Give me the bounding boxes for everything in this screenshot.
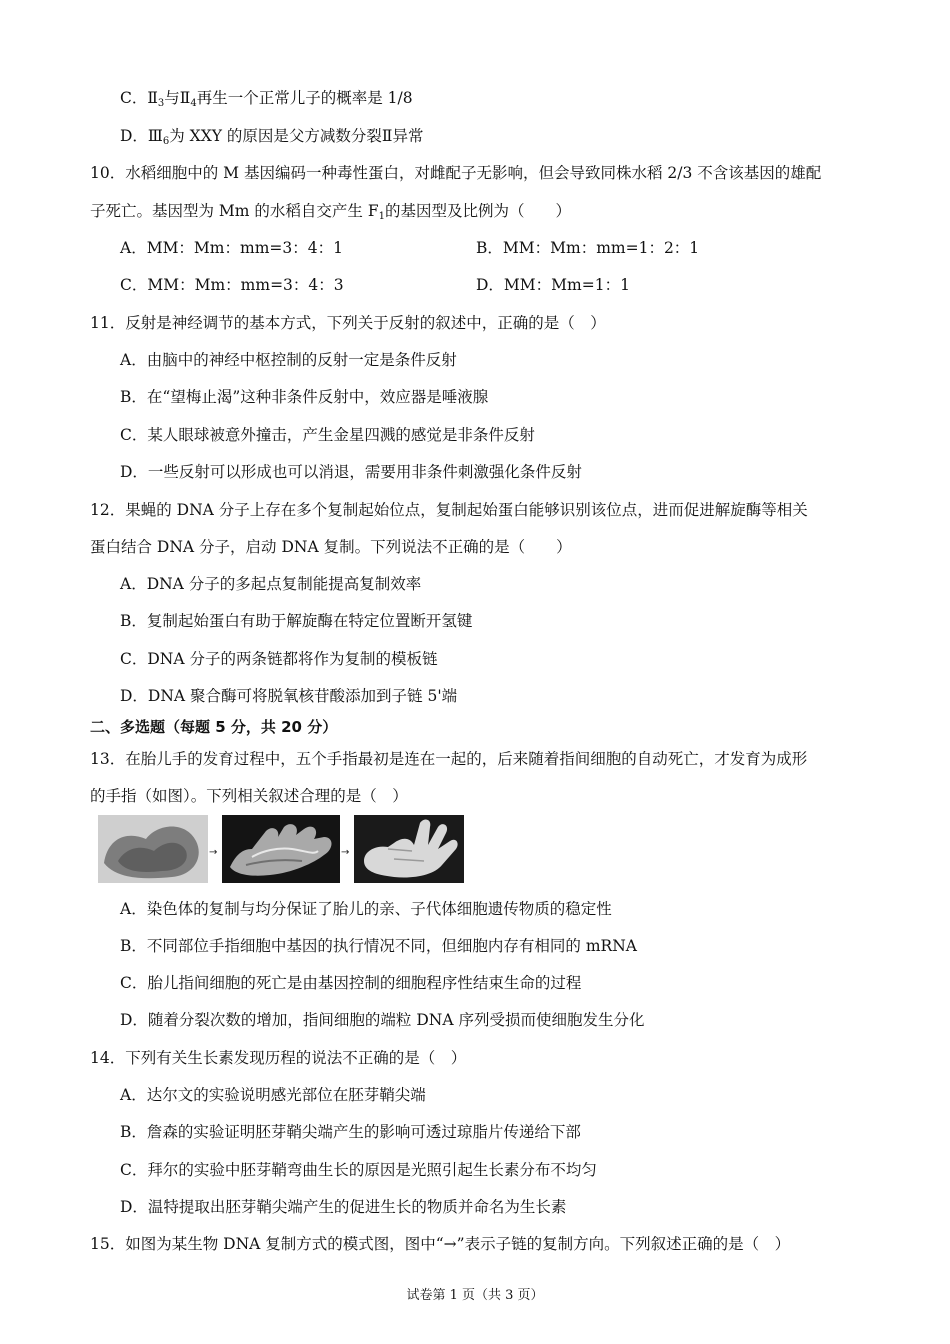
q10-stem-line-1: 10．水稻细胞中的 M 基因编码一种毒性蛋白，对雌配子无影响，但会导致同株水稻 2/3 不含该基因的雄配: [90, 164, 822, 182]
q10-stem-line-2: [90, 199, 571, 222]
q9-optc-sub-1: 3: [157, 98, 165, 109]
q13-option-d: D．随着分裂次数的增加，指间细胞的端粒 DNA 序列受损而使细胞发生分化: [120, 1011, 645, 1029]
q11-option-d: D．一些反射可以形成也可以消退，需要用非条件刺激强化条件反射: [120, 463, 582, 481]
q12-option-d: D．DNA 聚合酶可将脱氧核苷酸添加到子链 5'端: [120, 687, 458, 705]
q12-stem-line-2: 蛋白结合 DNA 分子，启动 DNA 复制。下列说法不正确的是（ ）: [90, 538, 572, 556]
q9-optc-text-1: C．Ⅱ: [120, 89, 158, 107]
q14-stem: 14．下列有关生长素发现历程的说法不正确的是（ ）: [90, 1049, 467, 1067]
formed-hand-image: [354, 815, 464, 883]
q14-option-d: D．温特提取出胚芽鞘尖端产生的促进生长的物质并命名为生长素: [120, 1198, 567, 1216]
q13-stem-line-2: 的手指（如图）。下列相关叙述合理的是（ ）: [90, 787, 408, 805]
q12-option-a: A．DNA 分子的多起点复制能提高复制效率: [120, 575, 422, 593]
section-heading-multiple-choice: 二、多选题（每题 5 分，共 20 分）: [90, 718, 338, 736]
q13-stem-line-1: 13．在胎儿手的发育过程中，五个手指最初是连在一起的，后来随着指间细胞的自动死亡，才发育为成形: [90, 750, 808, 768]
q11-stem: 11．反射是神经调节的基本方式，下列关于反射的叙述中，正确的是（ ）: [90, 314, 606, 332]
figure-arrow-1: →: [209, 847, 218, 858]
q10-stem-text: 子死亡。基因型为 Mm 的水稻自交产生 F: [90, 202, 379, 220]
q13-option-c: C．胎儿指间细胞的死亡是由基因控制的细胞程序性结束生命的过程: [120, 974, 582, 992]
figure-arrow-2: →: [341, 847, 350, 858]
q11-option-a: A．由脑中的神经中枢控制的反射一定是条件反射: [120, 351, 457, 369]
q10-option-c: C．MM：Mm：mm=3：4：3: [120, 276, 344, 294]
page-footer: 试卷第 1 页（共 3 页）: [406, 1288, 544, 1303]
q10-option-a: A．MM：Mm：mm=3：4：1: [120, 239, 343, 257]
q13-option-a: A．染色体的复制与均分保证了胎儿的亲、子代体细胞遗传物质的稳定性: [120, 900, 612, 918]
q9-optc-text-3: 再生一个正常儿子的概率是 1/8: [196, 89, 413, 107]
q10-stem-tail: 的基因型及比例为（ ）: [384, 202, 571, 220]
q9-optc-sub-2: 4: [190, 98, 197, 109]
q9-optc-text-2: 与Ⅱ: [164, 89, 191, 107]
q10-f1-subscript: 1: [378, 211, 385, 222]
q9-optd-text-2: 为 XXY 的原因是父方减数分裂Ⅱ异常: [169, 127, 424, 145]
q10-option-b: B．MM：Mm：mm=1：2：1: [476, 239, 700, 257]
q10-option-d: D．MM：Mm=1：1: [476, 276, 630, 294]
webbed-fingers-image: [222, 815, 340, 883]
q9-option-c: [120, 86, 413, 109]
q12-option-b: B．复制起始蛋白有助于解旋酶在特定位置断开氢键: [120, 612, 473, 630]
q9-optd-text-1: D．Ⅲ: [120, 127, 163, 145]
q12-stem-line-1: 12．果蝇的 DNA 分子上存在多个复制起始位点，复制起始蛋白能够识别该位点，进而促进解旋酶等相关: [90, 501, 808, 519]
q14-option-c: C．拜尔的实验中胚芽鞘弯曲生长的原因是光照引起生长素分布不均匀: [120, 1161, 597, 1179]
q15-stem: 15．如图为某生物 DNA 复制方式的模式图，图中“→”表示子链的复制方向。下列叙述正确的是（ ）: [90, 1235, 791, 1253]
q11-option-b: B．在“望梅止渴”这种非条件反射中，效应器是唾液腺: [120, 388, 489, 406]
q14-option-b: B．詹森的实验证明胚芽鞘尖端产生的影响可透过琼脂片传递给下部: [120, 1123, 581, 1141]
hand-development-figure: [98, 815, 464, 883]
q14-option-a: A．达尔文的实验说明感光部位在胚芽鞘尖端: [120, 1086, 426, 1104]
embryo-hand-paddle-image: [98, 815, 208, 883]
q9-option-d: [120, 124, 423, 147]
q9-optd-sub-1: 6: [162, 136, 170, 147]
q12-option-c: C．DNA 分子的两条链都将作为复制的模板链: [120, 650, 438, 668]
q11-option-c: C．某人眼球被意外撞击，产生金星四溅的感觉是非条件反射: [120, 426, 535, 444]
q13-option-b: B．不同部位手指细胞中基因的执行情况不同，但细胞内存有相同的 mRNA: [120, 937, 637, 955]
